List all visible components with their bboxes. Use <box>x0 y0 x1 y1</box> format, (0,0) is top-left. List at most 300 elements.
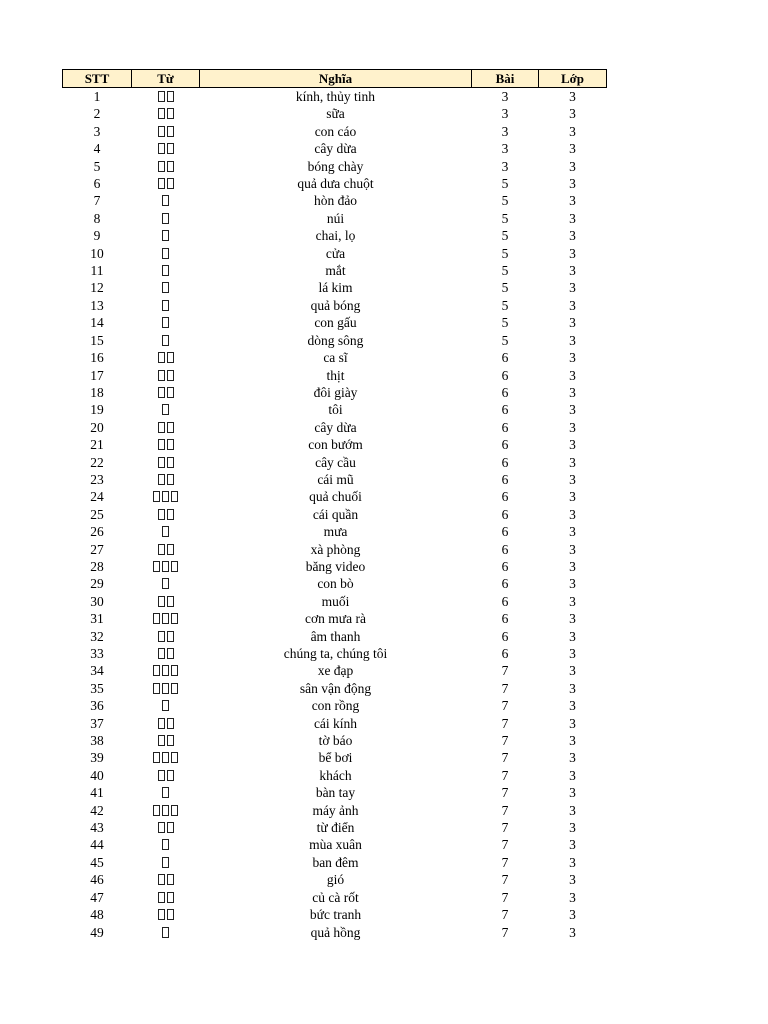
cell-bai: 3 <box>501 141 509 157</box>
cell-nghia: cái mũ <box>317 471 354 487</box>
header-nghia: Nghĩa <box>200 70 472 88</box>
missing-glyph-icon <box>171 613 178 624</box>
cell-nghia: cây dừa <box>314 419 357 435</box>
cell-nghia: củ cà rốt <box>312 889 359 905</box>
cell-lop: 3 <box>569 663 576 679</box>
cell-lop: 3 <box>569 471 576 487</box>
missing-glyph-icon <box>153 665 160 676</box>
table-body <box>63 88 607 941</box>
cell-nghia: ban đêm <box>312 854 359 870</box>
missing-glyph-icon <box>158 352 165 363</box>
missing-glyph-icon <box>162 787 169 798</box>
missing-glyph-icon <box>158 718 165 729</box>
cell-nghia: quả dưa chuột <box>297 176 374 192</box>
cell-stt: 21 <box>90 437 104 453</box>
missing-glyph-icon <box>162 752 169 763</box>
cell-bai: 6 <box>501 611 509 627</box>
cell-stt: 16 <box>90 350 104 366</box>
cell-lop: 3 <box>569 558 576 574</box>
table-row <box>63 332 607 349</box>
missing-glyph-icon <box>162 404 169 415</box>
cell-nghia: sữa <box>326 106 345 122</box>
cell-stt: 33 <box>90 646 104 661</box>
cell-stt: 39 <box>90 750 104 766</box>
missing-glyph-icon <box>158 126 165 137</box>
cell-stt: 14 <box>90 315 104 331</box>
cell-tu <box>132 610 200 627</box>
cell-bai: 7 <box>501 698 509 714</box>
cell-nghia: chai, lọ <box>315 228 356 244</box>
missing-glyph-icon <box>167 648 174 659</box>
cell-stt: 9 <box>93 228 101 244</box>
missing-glyph-icon <box>167 909 174 920</box>
vocabulary-sheet <box>62 69 606 941</box>
cell-bai: 5 <box>501 245 509 261</box>
cell-nghia: bức tranh <box>309 907 362 923</box>
cell-stt: 24 <box>90 489 104 505</box>
cell-tu <box>132 454 200 471</box>
cell-tu <box>132 436 200 453</box>
cell-bai: 7 <box>501 854 509 870</box>
cell-nghia: muối <box>321 593 350 609</box>
table-row <box>63 401 607 418</box>
cell-stt: 20 <box>90 419 104 435</box>
table-row <box>63 297 607 314</box>
cell-bai: 3 <box>501 89 509 104</box>
cell-stt: 40 <box>90 767 104 783</box>
missing-glyph-icon <box>167 91 174 102</box>
table-row <box>63 889 607 906</box>
table-row <box>63 610 607 627</box>
cell-bai: 6 <box>501 419 509 435</box>
table-row <box>63 836 607 853</box>
missing-glyph-icon <box>158 735 165 746</box>
table-row <box>63 123 607 140</box>
missing-glyph-icon <box>162 805 169 816</box>
cell-nghia: mùa xuân <box>309 837 362 853</box>
cell-stt: 5 <box>93 158 101 174</box>
cell-bai: 5 <box>501 193 509 209</box>
cell-bai: 6 <box>501 506 509 522</box>
table-row <box>63 871 607 888</box>
cell-nghia: âm thanh <box>310 628 361 644</box>
cell-tu <box>132 175 200 192</box>
cell-stt: 27 <box>90 541 104 557</box>
missing-glyph-icon <box>158 91 165 102</box>
missing-glyph-icon <box>167 874 174 885</box>
cell-lop: 3 <box>569 315 576 331</box>
cell-tu <box>132 924 200 941</box>
cell-nghia: cơn mưa rà <box>305 611 366 627</box>
cell-lop: 3 <box>569 698 576 714</box>
missing-glyph-icon <box>171 491 178 502</box>
cell-stt: 2 <box>93 106 101 122</box>
cell-lop: 3 <box>569 297 576 313</box>
table-row <box>63 784 607 801</box>
cell-nghia: gió <box>326 872 345 888</box>
missing-glyph-icon <box>171 683 178 694</box>
missing-glyph-icon <box>162 282 169 293</box>
missing-glyph-icon <box>167 822 174 833</box>
missing-glyph-icon <box>167 596 174 607</box>
cell-bai: 3 <box>501 123 509 139</box>
cell-tu <box>132 123 200 140</box>
cell-bai: 7 <box>501 924 509 940</box>
missing-glyph-icon <box>167 718 174 729</box>
cell-tu <box>132 314 200 331</box>
table-row <box>63 680 607 697</box>
cell-nghia: khách <box>319 767 352 783</box>
cell-tu <box>132 262 200 279</box>
cell-stt: 47 <box>90 889 104 905</box>
cell-bai: 6 <box>501 367 509 383</box>
cell-tu <box>132 680 200 697</box>
missing-glyph-icon <box>158 892 165 903</box>
vocabulary-table <box>62 69 607 941</box>
cell-tu <box>132 784 200 801</box>
missing-glyph-icon <box>153 613 160 624</box>
cell-lop: 3 <box>569 419 576 435</box>
cell-lop: 3 <box>569 367 576 383</box>
cell-nghia: con bò <box>317 576 354 592</box>
missing-glyph-icon <box>158 631 165 642</box>
table-row <box>63 367 607 384</box>
cell-nghia: bóng chày <box>307 158 364 174</box>
table-row <box>63 854 607 871</box>
cell-bai: 7 <box>501 907 509 923</box>
missing-glyph-icon <box>158 474 165 485</box>
missing-glyph-icon <box>167 108 174 119</box>
cell-nghia: lá kim <box>318 280 353 296</box>
cell-tu <box>132 88 200 106</box>
cell-lop: 3 <box>569 715 576 731</box>
header-lop: Lớp <box>539 70 607 88</box>
cell-lop: 3 <box>569 402 576 418</box>
missing-glyph-icon <box>162 561 169 572</box>
cell-bai: 7 <box>501 820 509 836</box>
cell-bai: 5 <box>501 332 509 348</box>
cell-lop: 3 <box>569 506 576 522</box>
cell-nghia: tôi <box>328 402 343 418</box>
missing-glyph-icon <box>158 822 165 833</box>
cell-tu <box>132 332 200 349</box>
cell-lop: 3 <box>569 141 576 157</box>
missing-glyph-icon <box>153 805 160 816</box>
table-row <box>63 697 607 714</box>
cell-lop: 3 <box>569 593 576 609</box>
cell-lop: 3 <box>569 820 576 836</box>
cell-tu <box>132 628 200 645</box>
cell-bai: 6 <box>501 350 509 366</box>
cell-lop: 3 <box>569 750 576 766</box>
cell-nghia: dòng sông <box>307 332 364 348</box>
header-tu: Từ <box>132 70 200 88</box>
cell-tu <box>132 871 200 888</box>
table-row <box>63 384 607 401</box>
cell-lop: 3 <box>569 924 576 940</box>
cell-nghia: quả hồng <box>310 924 361 940</box>
cell-lop: 3 <box>569 158 576 174</box>
cell-tu <box>132 349 200 366</box>
cell-stt: 42 <box>90 802 104 818</box>
table-row <box>63 541 607 558</box>
table-row <box>63 436 607 453</box>
cell-tu <box>132 419 200 436</box>
cell-lop: 3 <box>569 263 576 279</box>
cell-bai: 6 <box>501 471 509 487</box>
cell-lop: 3 <box>569 454 576 470</box>
cell-stt: 43 <box>90 820 104 836</box>
cell-lop: 3 <box>569 193 576 209</box>
missing-glyph-icon <box>171 752 178 763</box>
cell-nghia: núi <box>326 210 345 226</box>
cell-tu <box>132 575 200 592</box>
missing-glyph-icon <box>162 857 169 868</box>
cell-bai: 7 <box>501 767 509 783</box>
cell-tu <box>132 854 200 871</box>
missing-glyph-icon <box>162 195 169 206</box>
cell-nghia: chúng ta, chúng tôi <box>283 646 388 661</box>
cell-nghia: bể bơi <box>318 750 353 766</box>
cell-lop: 3 <box>569 89 576 104</box>
missing-glyph-icon <box>158 439 165 450</box>
cell-nghia: mắt <box>325 263 346 279</box>
cell-bai: 6 <box>501 593 509 609</box>
cell-nghia: con cáo <box>314 123 357 139</box>
cell-tu <box>132 210 200 227</box>
missing-glyph-icon <box>167 439 174 450</box>
table-row <box>63 192 607 209</box>
cell-stt: 15 <box>90 332 104 348</box>
cell-bai: 3 <box>501 158 509 174</box>
cell-nghia: tờ báo <box>318 733 353 749</box>
cell-nghia: con gấu <box>314 315 357 331</box>
cell-stt: 10 <box>90 245 104 261</box>
missing-glyph-icon <box>167 422 174 433</box>
table-row <box>63 175 607 192</box>
table-row <box>63 454 607 471</box>
cell-bai: 6 <box>501 437 509 453</box>
cell-tu <box>132 697 200 714</box>
table-row <box>63 262 607 279</box>
cell-stt: 25 <box>90 506 104 522</box>
cell-lop: 3 <box>569 541 576 557</box>
cell-lop: 3 <box>569 437 576 453</box>
cell-bai: 6 <box>501 402 509 418</box>
cell-tu <box>132 227 200 244</box>
table-row <box>63 523 607 540</box>
missing-glyph-icon <box>167 178 174 189</box>
cell-nghia: quả bóng <box>310 297 361 313</box>
cell-stt: 22 <box>90 454 104 470</box>
cell-nghia: xe đạp <box>317 663 354 679</box>
cell-lop: 3 <box>569 785 576 801</box>
cell-stt: 35 <box>90 680 104 696</box>
missing-glyph-icon <box>158 161 165 172</box>
cell-nghia: con rồng <box>311 698 360 714</box>
table-row <box>63 349 607 366</box>
cell-nghia: ca sĩ <box>323 350 348 366</box>
cell-tu <box>132 645 200 662</box>
table-row <box>63 732 607 749</box>
cell-stt: 17 <box>90 367 104 383</box>
cell-nghia: mưa <box>323 524 348 540</box>
table-row <box>63 88 607 106</box>
table-row <box>63 488 607 505</box>
cell-tu <box>132 245 200 262</box>
cell-nghia: kính, thủy tinh <box>295 89 376 104</box>
missing-glyph-icon <box>158 143 165 154</box>
missing-glyph-icon <box>162 526 169 537</box>
cell-stt: 49 <box>90 924 104 940</box>
cell-stt: 11 <box>90 263 104 279</box>
cell-tu <box>132 836 200 853</box>
cell-nghia: cây dừa <box>314 141 357 157</box>
cell-bai: 7 <box>501 872 509 888</box>
table-row <box>63 628 607 645</box>
missing-glyph-icon <box>171 561 178 572</box>
cell-stt: 29 <box>90 576 104 592</box>
cell-bai: 7 <box>501 889 509 905</box>
cell-bai: 5 <box>501 297 509 313</box>
cell-stt: 36 <box>90 698 104 714</box>
missing-glyph-icon <box>153 561 160 572</box>
cell-stt: 13 <box>90 297 104 313</box>
cell-tu <box>132 192 200 209</box>
cell-tu <box>132 297 200 314</box>
cell-lop: 3 <box>569 628 576 644</box>
table-row <box>63 279 607 296</box>
missing-glyph-icon <box>162 491 169 502</box>
table-row <box>63 105 607 122</box>
table-row <box>63 715 607 732</box>
cell-bai: 7 <box>501 715 509 731</box>
cell-stt: 3 <box>93 123 101 139</box>
missing-glyph-icon <box>167 474 174 485</box>
missing-glyph-icon <box>153 683 160 694</box>
cell-lop: 3 <box>569 854 576 870</box>
table-row <box>63 767 607 784</box>
missing-glyph-icon <box>162 683 169 694</box>
missing-glyph-icon <box>162 927 169 938</box>
table-row <box>63 419 607 436</box>
missing-glyph-icon <box>158 457 165 468</box>
cell-bai: 6 <box>501 454 509 470</box>
cell-bai: 7 <box>501 733 509 749</box>
cell-bai: 6 <box>501 384 509 400</box>
missing-glyph-icon <box>167 631 174 642</box>
cell-bai: 7 <box>501 680 509 696</box>
cell-nghia: bàn tay <box>315 785 356 801</box>
cell-bai: 6 <box>501 576 509 592</box>
cell-bai: 6 <box>501 524 509 540</box>
table-row <box>63 662 607 679</box>
missing-glyph-icon <box>162 665 169 676</box>
cell-bai: 7 <box>501 802 509 818</box>
table-row <box>63 245 607 262</box>
cell-tu <box>132 279 200 296</box>
table-row <box>63 471 607 488</box>
missing-glyph-icon <box>162 248 169 259</box>
table-row <box>63 227 607 244</box>
cell-lop: 3 <box>569 384 576 400</box>
cell-tu <box>132 488 200 505</box>
cell-nghia: cây cầu <box>315 454 356 470</box>
cell-stt: 38 <box>90 733 104 749</box>
missing-glyph-icon <box>158 178 165 189</box>
header-row <box>63 70 607 88</box>
missing-glyph-icon <box>171 665 178 676</box>
cell-nghia: thịt <box>326 367 345 383</box>
cell-lop: 3 <box>569 680 576 696</box>
cell-tu <box>132 367 200 384</box>
table-row <box>63 506 607 523</box>
cell-tu <box>132 541 200 558</box>
cell-lop: 3 <box>569 245 576 261</box>
table-row <box>63 924 607 941</box>
missing-glyph-icon <box>158 370 165 381</box>
cell-lop: 3 <box>569 176 576 192</box>
cell-stt: 44 <box>90 837 104 853</box>
cell-bai: 7 <box>501 663 509 679</box>
missing-glyph-icon <box>171 805 178 816</box>
table-row <box>63 819 607 836</box>
cell-tu <box>132 105 200 122</box>
missing-glyph-icon <box>167 143 174 154</box>
table-row <box>63 575 607 592</box>
missing-glyph-icon <box>167 352 174 363</box>
cell-stt: 48 <box>90 907 104 923</box>
cell-lop: 3 <box>569 350 576 366</box>
cell-lop: 3 <box>569 210 576 226</box>
cell-lop: 3 <box>569 524 576 540</box>
cell-lop: 3 <box>569 872 576 888</box>
missing-glyph-icon <box>158 509 165 520</box>
cell-stt: 1 <box>93 89 101 104</box>
cell-tu <box>132 523 200 540</box>
cell-tu <box>132 767 200 784</box>
missing-glyph-icon <box>167 370 174 381</box>
cell-tu <box>132 802 200 819</box>
cell-nghia: từ điển <box>316 820 355 836</box>
cell-lop: 3 <box>569 767 576 783</box>
cell-stt: 19 <box>90 402 104 418</box>
table-row <box>63 749 607 766</box>
missing-glyph-icon <box>158 544 165 555</box>
cell-nghia: máy ảnh <box>312 802 359 818</box>
cell-tu <box>132 889 200 906</box>
table-row <box>63 593 607 610</box>
missing-glyph-icon <box>167 544 174 555</box>
missing-glyph-icon <box>153 491 160 502</box>
cell-bai: 6 <box>501 541 509 557</box>
missing-glyph-icon <box>158 648 165 659</box>
cell-stt: 31 <box>90 611 104 627</box>
table-row <box>63 906 607 923</box>
missing-glyph-icon <box>167 387 174 398</box>
cell-stt: 28 <box>90 558 104 574</box>
cell-lop: 3 <box>569 837 576 853</box>
missing-glyph-icon <box>167 161 174 172</box>
table-row <box>63 158 607 175</box>
cell-bai: 6 <box>501 558 509 574</box>
cell-tu <box>132 158 200 175</box>
cell-bai: 6 <box>501 646 509 661</box>
cell-tu <box>132 819 200 836</box>
cell-nghia: cái quần <box>312 506 359 522</box>
missing-glyph-icon <box>162 613 169 624</box>
cell-stt: 32 <box>90 628 104 644</box>
